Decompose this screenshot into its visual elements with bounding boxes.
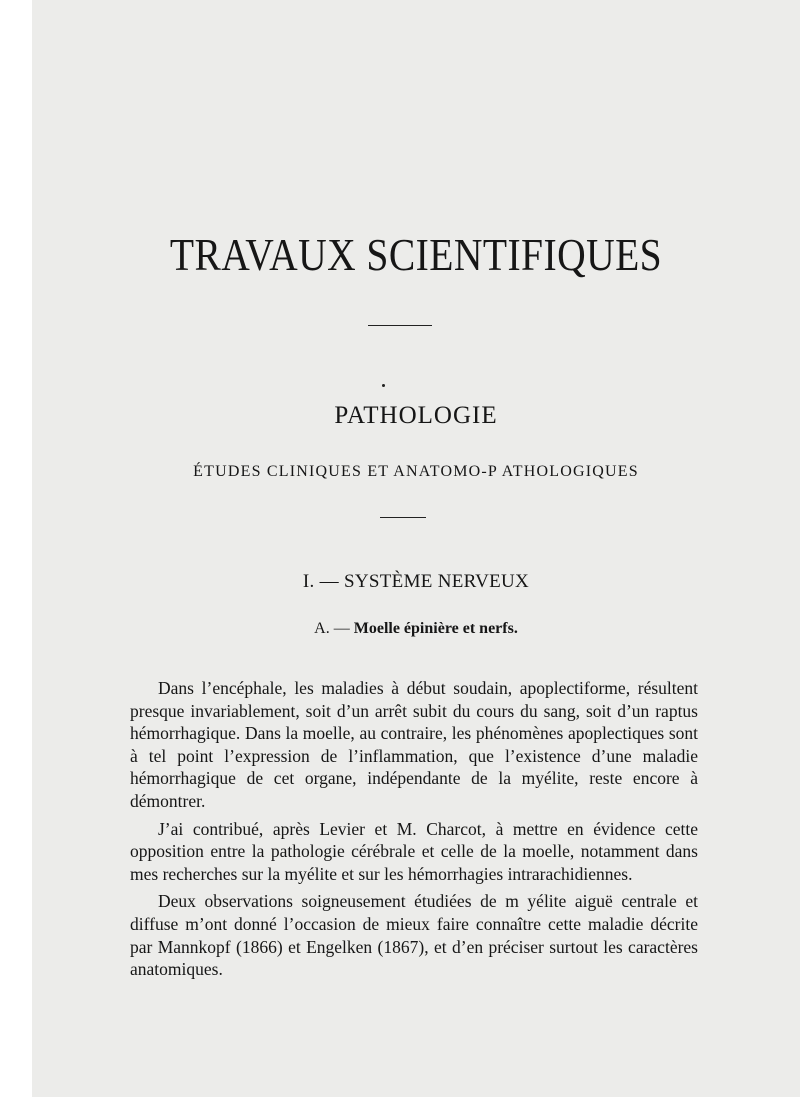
main-title: TRAVAUX SCIENTIFIQUES — [169, 229, 663, 280]
document-page — [32, 0, 800, 1097]
paragraph: Dans l’encéphale, les maladies à début soudain, apoplectiforme, résultent presque invariablement, soit d’un arrêt subit du cours du sang, soit d’un raptus hémorrhagique. Dans la moelle, au contraire, les phénomènes apoplectiques sont à tel point l’expression de l’inflammation, que l’existence d’une maladie hémorrhagique de cet organe, indépendante de la myélite, reste encore à démontrer. — [130, 678, 698, 811]
body-text — [130, 677, 698, 986]
section-subtitle: ÉTUDES CLINIQUES ET ANATOMO-P ATHOLOGIQUES — [193, 463, 639, 480]
subchapter-letter: A. — — [314, 620, 350, 637]
subchapter-heading — [32, 620, 800, 638]
paragraph: Deux observations soigneusement étudiées de m yélite aiguë centrale et diffuse m’ont donné l’occasion de mieux faire connaître cette maladie décrite par Mannkopf (1866) et Engelken (1867), et d’en préciser surtout les caractères anatomiques. — [130, 891, 698, 980]
paragraph: J’ai contribué, après Levier et M. Charcot, à mettre en évidence cette opposition entre la pathologie cérébrale et celle de la moelle, notamment dans mes recherches sur la myélite et sur les hémorrhagies intrarachidiennes. — [130, 818, 698, 884]
title-divider — [368, 325, 432, 326]
section-title: PATHOLOGIE — [334, 402, 498, 429]
chapter-title: I. — SYSTÈME NERVEUX — [302, 571, 530, 592]
section-divider — [380, 517, 426, 518]
subchapter-name: Moelle épinière et nerfs. — [353, 620, 518, 637]
divider-dot — [382, 384, 385, 387]
